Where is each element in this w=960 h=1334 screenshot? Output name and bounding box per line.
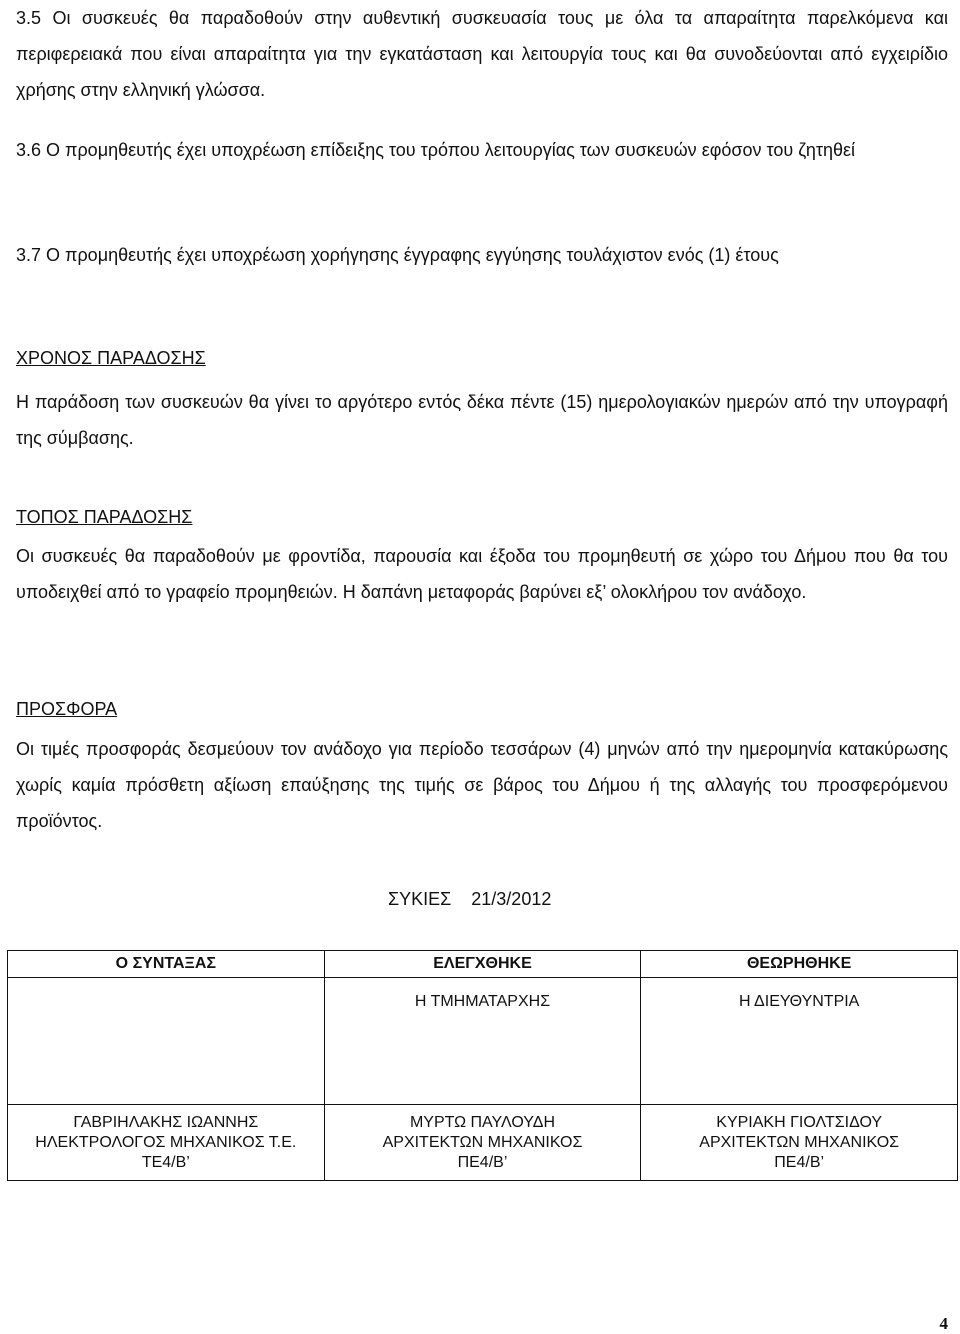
signature-role-director: Η ΔΙΕΥΘΥΝΤΡΙΑ [641, 978, 958, 1105]
signature-header-author: Ο ΣΥΝΤΑΞΑΣ [8, 951, 325, 978]
signatory-author [8, 1105, 325, 1181]
place-date: ΣΥΚΙΕΣ 21/3/2012 [388, 889, 552, 909]
delivery-place-text: Οι συσκευές θα παραδοθούν με φροντίδα, παρουσία και έξοδα του προμηθευτή σε χώρο του Δήμου που θα του υποδειχθεί από το γραφείο προμηθειών. Η δαπάνη μεταφοράς βαρύνει εξ’ ολοκλήρου τον ανάδοχο. [16, 546, 948, 602]
signatory-title: ΑΡΧΙΤΕΚΤΩΝ ΜΗΧΑΝΙΚΟΣ [382, 1133, 583, 1151]
signatory-grade: ΠΕ4/Β’ [457, 1153, 508, 1171]
signature-header-approved: ΘΕΩΡΗΘΗΚΕ [641, 951, 958, 978]
offer-heading: ΠΡΟΣΦΟΡΑ [16, 699, 118, 719]
signatory-title: ΑΡΧΙΤΕΚΤΩΝ ΜΗΧΑΝΙΚΟΣ [699, 1133, 900, 1151]
signatory-name: ΓΑΒΡΙΗΛΑΚΗΣ ΙΩΑΝΝΗΣ [73, 1113, 259, 1131]
paragraph-3-7: 3.7 Ο προμηθευτής έχει υποχρέωση χορήγησης έγγραφης εγγύησης τουλάχιστον ενός (1) έτους [16, 245, 779, 265]
page-number: 4 [939, 1314, 948, 1333]
signature-header-row [8, 951, 958, 978]
signatory-name: ΜΥΡΤΩ ΠΑΥΛΟΥΔΗ [409, 1113, 556, 1131]
signature-header-checked: ΕΛΕΓΧΘΗΚΕ [324, 951, 641, 978]
signatory-approver [641, 1105, 958, 1181]
delivery-time-heading: ΧΡΟΝΟΣ ΠΑΡΑΔΟΣΗΣ [16, 348, 206, 368]
signatory-checker [324, 1105, 641, 1181]
signature-role-head-of-department: Η ΤΜΗΜΑΤΑΡΧΗΣ [324, 978, 641, 1105]
signatory-grade: ΠΕ4/Β’ [774, 1153, 825, 1171]
signatory-name: ΚΥΡΙΑΚΗ ΓΙΟΛΤΣΙΔΟΥ [716, 1113, 883, 1131]
signatory-grade: ΤΕ4/Β’ [141, 1153, 190, 1171]
signatory-title: ΗΛΕΚΤΡΟΛΟΓΟΣ ΜΗΧΑΝΙΚΟΣ Τ.Ε. [35, 1133, 297, 1151]
signature-name-row [8, 1105, 958, 1181]
signature-role-row [8, 978, 958, 1105]
offer-text: Οι τιμές προσφοράς δεσμεύουν τον ανάδοχο για περίοδο τεσσάρων (4) μηνών από την ημερομηνία κατακύρωσης χωρίς καμία πρόσθετη αξίωση επαύξησης της τιμής σε βάρος του Δήμου ή της αλλαγής του προσφερόμενου προϊόντος. [16, 739, 948, 831]
signature-role-author [8, 978, 325, 1105]
delivery-time-text: Η παράδοση των συσκευών θα γίνει το αργότερο εντός δέκα πέντε (15) ημερολογιακών ημερών από την υπογραφή της σύμβασης. [16, 392, 948, 448]
paragraph-3-6: 3.6 Ο προμηθευτής έχει υποχρέωση επίδειξης του τρόπου λειτουργίας των συσκευών εφόσον του ζητηθεί [16, 140, 856, 160]
paragraph-3-5: 3.5 Οι συσκευές θα παραδοθούν στην αυθεντική συσκευασία τους με όλα τα απαραίτητα παρελκόμενα και περιφερειακά που είναι απαραίτητα για την εγκατάσταση και λειτουργία τους και θα συνοδεύονται από εγχειρίδιο χρήσης στην ελληνική γλώσσα. [16, 8, 948, 100]
signature-table [7, 950, 958, 1181]
delivery-place-heading: ΤΟΠΟΣ ΠΑΡΑΔΟΣΗΣ [16, 507, 193, 527]
